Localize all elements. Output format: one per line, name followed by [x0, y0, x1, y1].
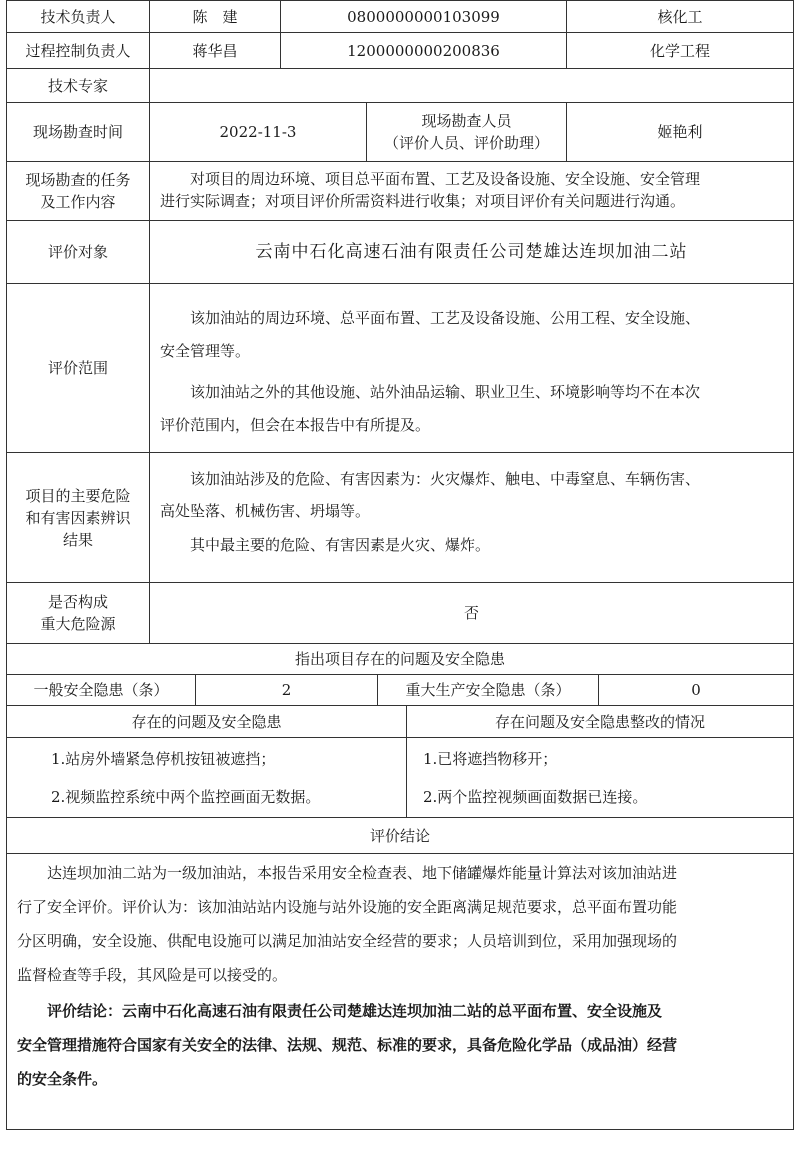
- expert-label: 技术专家: [6, 68, 150, 103]
- object-label: 评价对象: [6, 220, 150, 284]
- hazard-content: [149, 452, 794, 583]
- conclusion-line1: 达连坝加油二站为一级加油站，本报告采用安全检查表、地下储罐爆炸能量计算法对该加油站进: [47, 864, 678, 882]
- major-hazard-label-line2: 重大危险源: [40, 615, 116, 633]
- survey-staff-value: 姬艳利: [566, 102, 794, 162]
- issues-right-header: 存在问题及安全隐患整改的情况: [406, 705, 794, 738]
- task-line1: 对项目的周边环境、项目总平面布置、工艺及设备设施、安全设施、安全管理: [190, 170, 701, 188]
- process-lead-major: 化学工程: [566, 32, 794, 69]
- survey-staff-label: [366, 102, 567, 162]
- process-lead-label: 过程控制负责人: [6, 32, 150, 69]
- major-hazard-value: 否: [149, 582, 794, 644]
- tech-lead-label: 技术负责人: [6, 0, 150, 33]
- issues-header: 指出项目存在的问题及安全隐患: [6, 643, 794, 675]
- task-label-line1: 现场勘查的任务: [25, 171, 131, 189]
- hazard-label-line3: 结果: [62, 530, 93, 549]
- expert-value: [149, 68, 794, 103]
- hazard-label: [6, 452, 150, 583]
- scope-p2-line2: 评价范围内，但会在本报告中有所提及。: [160, 416, 431, 434]
- major-hazard-label-line1: 是否构成: [47, 593, 108, 611]
- conclusion-bold-line3: 的安全条件。: [17, 1070, 108, 1088]
- major-hazard-count-label: 重大生产安全隐患（条）: [377, 674, 599, 706]
- issues-left-content: [6, 737, 407, 818]
- scope-label: 评价范围: [6, 283, 150, 453]
- task-label-line2: 及工作内容: [40, 193, 116, 211]
- task-line2: 进行实际调查；对项目评价所需资料进行收集；对项目评价有关问题进行沟通。: [160, 192, 686, 210]
- conclusion-line2: 行了安全评价。评价认为：该加油站站内设施与站外设施的安全距离满足规范要求，总平面布置功能: [17, 898, 678, 916]
- hazard-label-line2: 和有害因素辨识: [25, 508, 131, 527]
- conclusion-header: 评价结论: [6, 817, 794, 854]
- issue-right-2: 2.两个监控视频画面数据已连接。: [423, 788, 648, 806]
- issues-left-header: 存在的问题及安全隐患: [6, 705, 407, 738]
- issue-left-2: 2.视频监控系统中两个监控画面无数据。: [51, 788, 321, 806]
- survey-time-label: 现场勘查时间: [6, 102, 150, 162]
- task-content: [149, 161, 794, 221]
- tech-lead-id: 0800000000103099: [280, 0, 567, 33]
- hazard-label-line1: 项目的主要危险: [25, 486, 131, 505]
- process-lead-name: 蒋华昌: [149, 32, 281, 69]
- scope-p1-line2: 安全管理等。: [160, 342, 251, 360]
- conclusion-content: [6, 853, 794, 1130]
- scope-p1-line1: 该加油站的周边环境、总平面布置、工艺及设备设施、公用工程、安全设施、: [190, 309, 701, 327]
- general-hazard-value: 2: [195, 674, 378, 706]
- survey-time-value: 2022-11-3: [149, 102, 367, 162]
- process-lead-id: 1200000000200836: [280, 32, 567, 69]
- conclusion-bold-line1: 评价结论：云南中石化高速石油有限责任公司楚雄达连坝加油二站的总平面布置、安全设施及: [47, 1002, 663, 1020]
- scope-content: [149, 283, 794, 453]
- survey-staff-label-line1: 现场勘查人员: [421, 112, 512, 130]
- issues-right-content: [406, 737, 794, 818]
- issue-right-1: 1.已将遮挡物移开；: [423, 750, 558, 768]
- scope-p2-line1: 该加油站之外的其他设施、站外油品运输、职业卫生、环境影响等均不在本次: [190, 383, 701, 401]
- hazard-p2: 其中最主要的危险、有害因素是火灾、爆炸。: [190, 536, 491, 554]
- tech-lead-name: 陈 建: [149, 0, 281, 33]
- major-hazard-count-value: 0: [598, 674, 794, 706]
- major-hazard-label: [6, 582, 150, 644]
- object-value: 云南中石化高速石油有限责任公司楚雄达连坝加油二站: [149, 220, 794, 284]
- survey-staff-label-line2: （评价人员、评价助理）: [383, 134, 549, 152]
- tech-lead-major: 核化工: [566, 0, 794, 33]
- task-label: [6, 161, 150, 221]
- conclusion-line3: 分区明确，安全设施、供配电设施可以满足加油站安全经营的要求；人员培训到位，采用加强现场的: [17, 932, 678, 950]
- issue-left-1: 1.站房外墙紧急停机按钮被遮挡；: [51, 750, 276, 768]
- conclusion-bold-line2: 安全管理措施符合国家有关安全的法律、法规、规范、标准的要求，具备危险化学品（成品油）经营: [17, 1036, 678, 1054]
- hazard-p1-line2: 高处坠落、机械伤害、坍塌等。: [160, 502, 371, 520]
- general-hazard-label: 一般安全隐患（条）: [6, 674, 196, 706]
- hazard-p1-line1: 该加油站涉及的危险、有害因素为：火灾爆炸、触电、中毒窒息、车辆伤害、: [190, 470, 701, 488]
- conclusion-line4: 监督检查等手段，其风险是可以接受的。: [17, 966, 288, 984]
